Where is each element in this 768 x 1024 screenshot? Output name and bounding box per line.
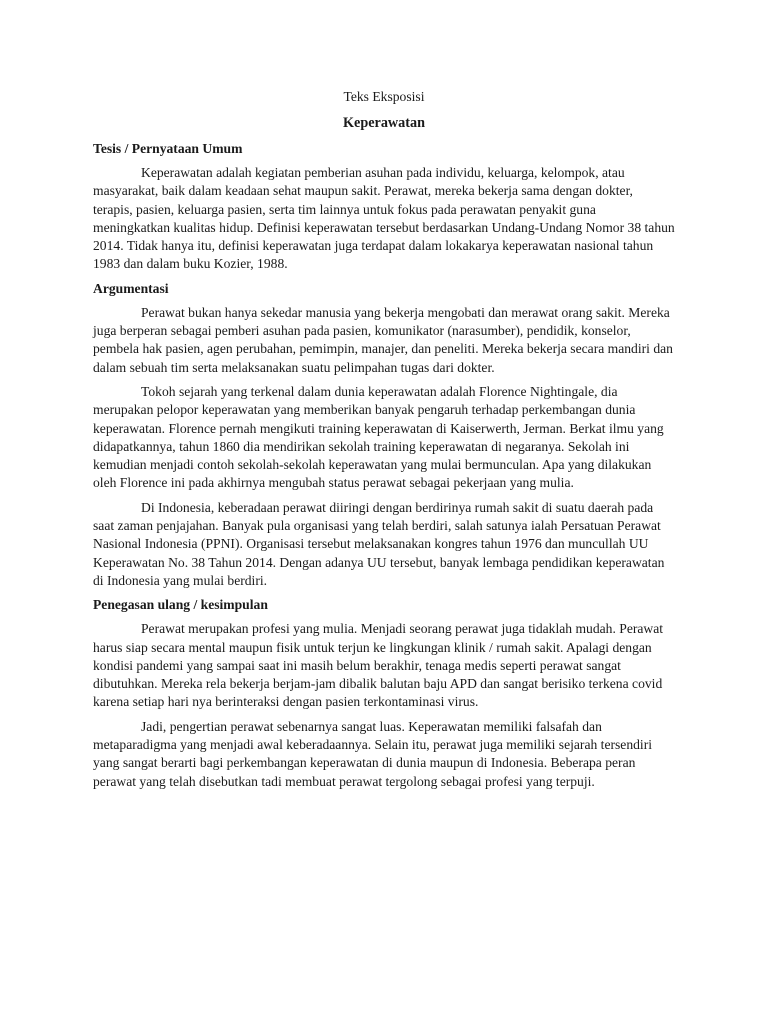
section-thesis [93, 140, 675, 274]
document-type-label: Teks Eksposisi [343, 89, 425, 104]
section-heading-conclusion: Penegasan ulang / kesimpulan [93, 597, 268, 613]
section-conclusion [93, 596, 675, 791]
section-heading-thesis: Tesis / Pernyataan Umum [93, 141, 243, 156]
paragraph: Perawat bukan hanya sekedar manusia yang bekerja mengobati dan merawat orang sakit. Mereka juga berperan sebagai pemberi asuhan pada pasien, komunikator (narasumber), pendidik, konselor, pembela hak pasien, agen perubahan, pemimpin, manajer, dan peneliti. Mereka bekerja secara mandiri dan dalam sebuah tim serta melaksanakan suatu pelimpahan tugas dari dokter. [93, 304, 673, 375]
paragraph: Keperawatan adalah kegiatan pemberian asuhan pada individu, keluarga, kelompok, atau masyarakat, baik dalam keadaan sehat maupun sakit. Perawat, mereka bekerja sama dengan dokter, terapis, pasien, keluarga pasien, serta tim lainnya untuk fokus pada perawatan penyakit guna meningkatkan kualitas hidup. Definisi keperawatan tersebut berdasarkan Undang-Undang Nomor 38 tahun 2014. Tidak hanya itu, definisi keperawatan juga terdapat dalam lokakarya keperawatan nasional tahun 1983 dan dalam buku Kozier, 1988. [93, 165, 675, 272]
document-title: Keperawatan [343, 115, 425, 131]
section-heading-argumentation: Argumentasi [93, 280, 169, 296]
document-body [93, 88, 675, 797]
paragraph: Jadi, pengertian perawat sebenarnya sangat luas. Keperawatan memiliki falsafah dan metaparadigma yang menjadi awal keberadaannya. Selain itu, perawat juga memiliki sejarah tersendiri yang sangat berarti bagi perkembangan keperawatan di dunia maupun di Indonesia. Beberapa peran perawat yang telah disebutkan tadi membuat perawat tergolong sebagai profesi yang terpuji. [93, 718, 653, 789]
paragraph: Tokoh sejarah yang terkenal dalam dunia keperawatan adalah Florence Nightingale, dia merupakan pelopor keperawatan yang memberikan banyak pengaruh terhadap perkembangan dunia keperawatan. Florence pernah mengikuti training keperawatan di Kaiserwerth, Jerman. Berkat ilmu yang didapatkannya, tahun 1860 dia mendirikan sekolah training keperawatan di negaranya. Sekolah ini kemudian menjadi contoh sekolah-sekolah keperawatan yang mulai bermunculan. Apa yang dilakukan oleh Florence ini pada akhirnya mengubah status perawat sebagai pekerjaan yang mulia. [93, 383, 664, 491]
section-argumentation [93, 280, 675, 590]
paragraph: Perawat merupakan profesi yang mulia. Menjadi seorang perawat juga tidaklah mudah. Perawat harus siap secara mental maupun fisik untuk terjun ke lingkungan klinik / rumah sakit. Apalagi dengan kondisi pandemi yang sampai saat ini masih belum berakhir, tenaga medis seperti perawat sangat dibutuhkan. Mereka rela bekerja berjam-jam dibalik balutan baju APD dan sangat berisiko terkena covid karena setiap hari nya berinteraksi dengan pasien terkontaminasi virus. [93, 621, 664, 710]
paragraph: Di Indonesia, keberadaan perawat diiringi dengan berdirinya rumah sakit di suatu daerah pada saat zaman penjajahan. Banyak pula organisasi yang telah berdiri, salah satunya ialah Persatuan Perawat Nasional Indonesia (PPNI). Organisasi tersebut melaksanakan kongres tahun 1976 dan muncullah UU Keperawatan No. 38 Tahun 2014. Dengan adanya UU tersebut, banyak lembaga pendidikan keperawatan di Indonesia yang mulai berdiri. [93, 499, 665, 588]
